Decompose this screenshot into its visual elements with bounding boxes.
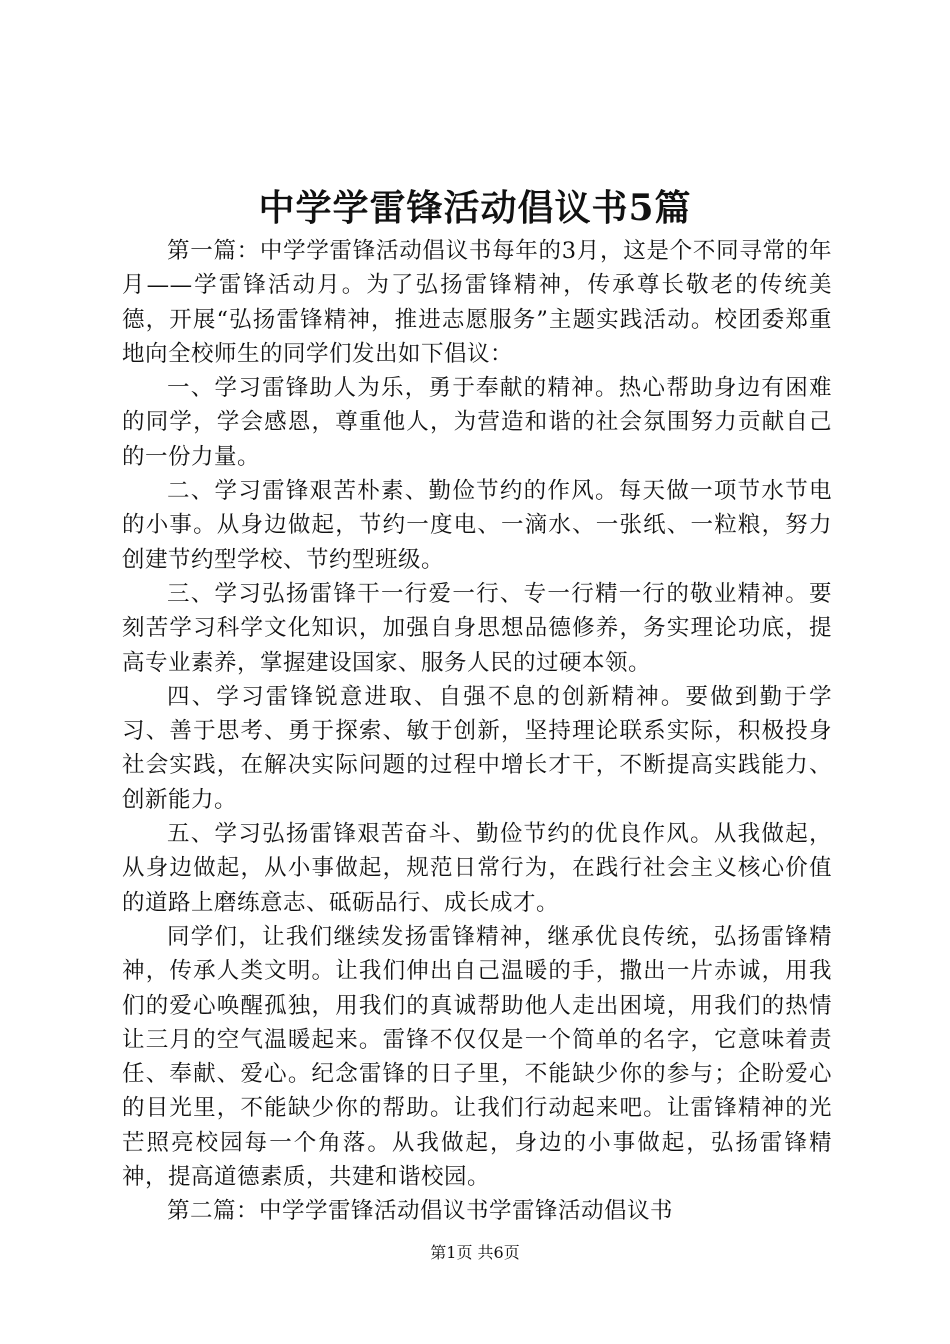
paragraph-8: 第二篇：中学学雷锋活动倡议书学雷锋活动倡议书: [167, 1198, 674, 1225]
paragraph-3: 二、学习雷锋艰苦朴素、勤俭节约的作风。每天做一项节水节电的小事。从身边做起，节约一度电、一滴水、一张纸、一粒粮，努力创建节约型学校、节约型班级。: [122, 478, 832, 573]
paragraph-7: 同学们，让我们继续发扬雷锋精神，继承优良传统，弘扬雷锋精神，传承人类文明。让我们伸出自己温暖的手，撒出一片赤诚，用我们的爱心唤醒孤独，用我们的真诚帮助他人走出困境，用我们的热情让三月的空气温暖起来。雷锋不仅仅是一个简单的名字，它意味着责任、奉献、爱心。纪念雷锋的日子里，不能缺少你的参与；企盼爱心的目光里，不能缺少你的帮助。让我们行动起来吧。让雷锋精神的光芒照亮校园每一个角落。从我做起，身边的小事做起，弘扬雷锋精神，提高道德素质，共建和谐校园。: [122, 923, 832, 1191]
paragraph-2: 一、学习雷锋助人为乐，勇于奉献的精神。热心帮助身边有困难的同学，学会感恩，尊重他人，为营造和谐的社会氛围努力贡献自己的一份力量。: [122, 375, 832, 470]
paragraph-6: 五、学习弘扬雷锋艰苦奋斗、勤俭节约的优良作风。从我做起，从身边做起，从小事做起，规范日常行为，在践行社会主义核心价值的道路上磨练意志、砥砺品行、成长成才。: [122, 821, 832, 916]
paragraph-4: 三、学习弘扬雷锋干一行爱一行、专一行精一行的敬业精神。要刻苦学习科学文化知识，加强自身思想品德修养，务实理论功底，提高专业素养，掌握建设国家、服务人民的过硬本领。: [122, 580, 832, 676]
paragraph-1: 第一篇：中学学雷锋活动倡议书每年的3月，这是个不同寻常的年月——学雷锋活动月。为了弘扬雷锋精神，传承尊长敬老的传统美德，开展“弘扬雷锋精神，推进志愿服务”主题实践活动。校团委郑重地向全校师生的同学们发出如下倡议：: [122, 238, 832, 367]
page-footer: 第1页 共6页: [430, 1243, 520, 1262]
document-body: [122, 234, 832, 1229]
paragraph-5: 四、学习雷锋锐意进取、自强不息的创新精神。要做到勤于学习、善于思考、勇于探索、敏于创新，坚持理论联系实际，积极投身社会实践，在解决实际问题的过程中增长才干，不断提高实践能力、创新能力。: [122, 683, 832, 813]
document-title: 中学学雷锋活动倡议书5篇: [258, 187, 692, 229]
